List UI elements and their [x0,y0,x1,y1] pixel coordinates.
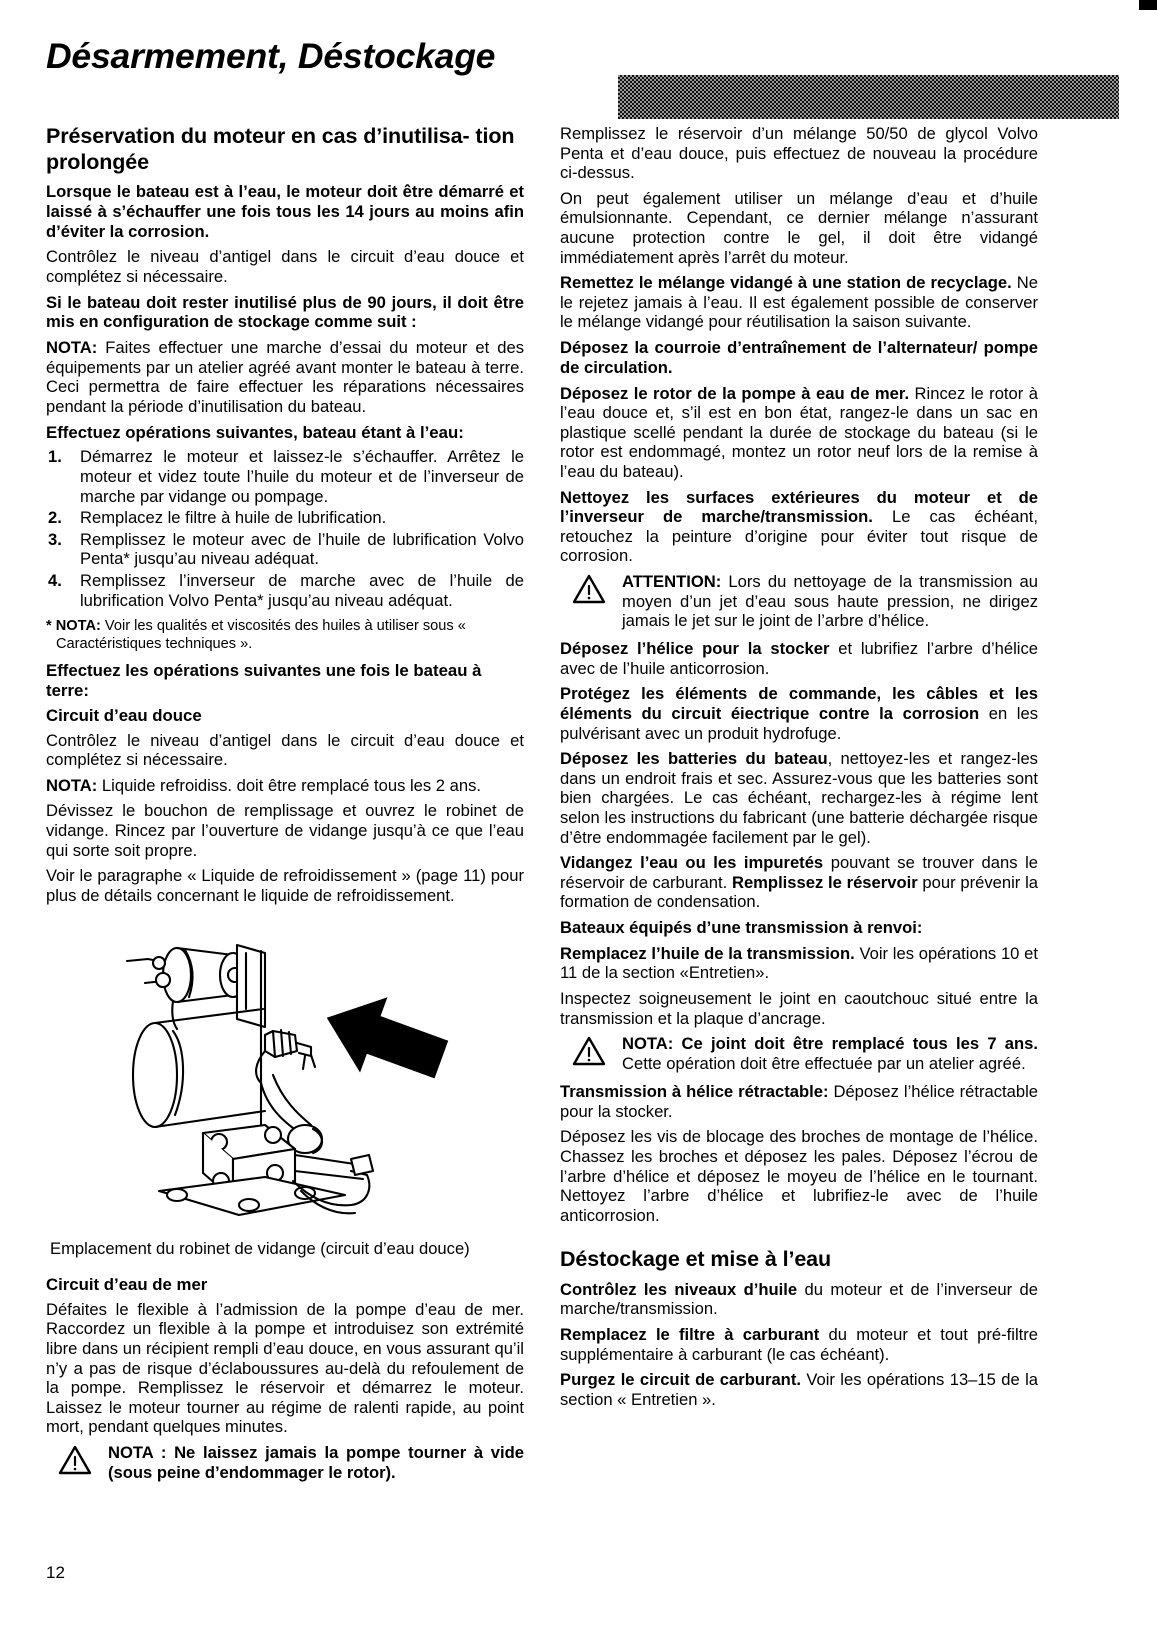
pointer-arrow-icon [313,981,455,1098]
list-item [46,571,524,610]
warning-note-pump-dry [46,1443,524,1483]
folding-prop-lead: Transmission à hélice rétractable: [560,1082,829,1102]
paragraph-glycol-mix: Remplissez le réservoir d’un mélange 50/50 de glycol Volvo Penta et d’eau douce, puis effectuez de nouveau la procédure ci-dessus. [560,124,1038,183]
oil-levels-lead: Contrôlez les niveaux d’huile [560,1279,798,1299]
warning-triangle-icon [572,1036,606,1066]
step-text: Remplacez le filtre à huile de lubrification. [80,508,387,528]
nota-note-text [622,1034,1038,1074]
footnote-text: Voir les qualités et viscosités des huiles à utiliser sous « Caractéristiques techniques ». [56,618,466,652]
nota-label: NOTA: [46,775,98,795]
folding-prop-rest: Déposez l’hélice rétractable pour la stocker. [560,1082,1038,1121]
electrics-rest: en les pulvérisant avec un produit hydrofuge. [560,704,1038,743]
subheading-operations-afloat: Effectuez opérations suivantes, bateau étant à l’eau: [46,422,464,442]
paragraph-storage-condition: Si le bateau doit rester inutilisé plus de 90 jours, il doit être mis en configuration de stockage comme suit : [46,292,524,332]
paragraph-propeller-disassembly: Déposez les vis de blocage des broches de montage de l’hélice. Chassez les broches et déposez les pales. Déposez l’écrou de l’arbre d’hélice et déposez le moyeu de l’hélice en le tournant. Nettoyez l’arbre d’hélice et lubrifiez-le avec de l’huile anticorrosion. [560,1127,1038,1225]
page-number: 12 [46,1563,65,1582]
paragraph-emulsifying-oil: On peut également utiliser un mélange d’eau et d’huile émulsionnante. Cependant, ce dernier mélange n’assurant aucune protection contre le gel, il doit être vidangé immédiatement après l’arrêt du moteur. [560,188,1038,267]
list-item [46,530,524,569]
fuel-end: pour prévenir la formation de condensation. [560,872,1038,912]
paragraph-remove-drive-belt: Déposez la courroie d’entraînement de l’alternateur/ pompe de circulation. [560,337,1038,377]
bleed-rest: Voir les opérations 13–15 de la section « Entretien ». [560,1370,1038,1409]
recycling-lead: Remettez le mélange vidangé à une station de recyclage. [560,273,1012,293]
recycling-rest: Ne le rejetez jamais à l’eau. Il est également possible de conserver le mélange vidangé pour réutilisation la saison suivante. [560,273,1038,332]
section-heading-launching: Déstockage et mise à l’eau [560,1247,832,1272]
footnote-label: * NOTA: [46,618,101,635]
step-text: Remplissez le moteur avec de l’huile de lubrification Volvo Penta* jusqu’au niveau adéquat. [80,529,524,569]
subheading-sea-water-circuit: Circuit d’eau de mer [46,1275,208,1295]
paragraph-replace-fuel-filter [560,1325,1038,1364]
paragraph-check-oil-levels [560,1280,1038,1319]
paragraph-nota-test-run [46,338,524,416]
propeller-lead: Déposez l’hélice pour la stocker [560,639,830,659]
nota-seal-lead: NOTA: Ce joint doit être remplacé tous les 7 ans. [622,1034,1038,1054]
impeller-lead: Déposez le rotor de la pompe à eau de mer. [560,383,910,403]
list-item [46,447,524,506]
paragraph-protect-electrics [560,684,1038,743]
paragraph-freshwater-reference: Voir le paragraphe « Liquide de refroidissement » (page 11) pour plus de détails concernant le liquide de refroidissement. [46,866,524,905]
step-number: 4. [48,570,62,590]
halftone-band-icon [618,75,1119,119]
fuel-lead-2: Remplissez le réservoir [731,872,918,892]
clean-exterior-lead: Nettoyez les surfaces extérieures du moteur et de l’inverseur de marche/transmission. [560,487,1038,527]
warning-note-text: NOTA : Ne laissez jamais la pompe tourner à vide (sous peine d’endommager le rotor). [108,1442,524,1482]
step-number: 1. [48,447,62,467]
warning-triangle-icon [58,1445,92,1475]
nota-label: NOTA: [46,338,98,358]
fuel-filter-lead: Remplacez le filtre à carburant [560,1325,820,1344]
paragraph-bleed-fuel-system [560,1370,1038,1409]
nota-note-seal-replacement [560,1034,1038,1074]
oil-levels-rest: du moteur et de l’inverseur de marche/transmission. [560,1279,1038,1319]
step-number: 3. [48,529,62,549]
clean-exterior-rest: Le cas échéant, retouchez la peinture d’origine pour éviter tout risque de corrosion. [560,507,1038,566]
footnote-oil-grades [46,618,524,653]
bleed-lead: Purgez le circuit de carburant. [560,1370,801,1390]
propeller-rest: et lubrifiez l’arbre d’hélice avec de l’huile anticorrosion. [560,639,1038,678]
paragraph-inspect-rubber-seal: Inspectez soigneusement le joint en caoutchouc situé entre la transmission et la plaque d’ancrage. [560,988,1038,1028]
impeller-rest: Rincez le rotor à l’eau douce et, s’il est en bon état, rangez-le dans un sac en plastique scellé pendant la durée de stockage du bateau (si le rotor est endommagé, montez un rotor neuf lors de la remise à l’eau du bateau). [560,383,1038,481]
steps-list [46,447,524,610]
drive-oil-rest: Voir les opérations 10 et 11 de la section «Entretien». [560,943,1038,983]
list-item [46,508,524,528]
step-number: 2. [48,508,62,528]
engine-drain-cock-diagram [46,923,524,1223]
paragraph-change-drive-oil [560,944,1038,983]
page-title: Désarmement, Déstockage [46,36,496,76]
nota-seal-rest: Cette opération doit être effectuée par un atelier agréé. [622,1053,1026,1073]
paragraph-remove-impeller [560,384,1038,482]
nota-text: Faites effectuer une marche d’essai du moteur et des équipements par un atelier agréé avant monter le bateau à terre. Ceci permettra de faire effectuer les réparations nécessaires pendant la période d’inutilisation du bateau. [46,338,524,416]
right-column [560,124,1038,1409]
warning-triangle-icon [572,574,606,604]
paragraph-seawater-procedure: Défaites le flexible à l’admission de la pompe d’eau de mer. Raccordez un flexible à la pompe et introduisez son extrémité libre dans un récipient rempli d’eau douce, en vous assurant qu’il n’y a pas de risque d’éclaboussures au-delà du refoulement de la pompe. Remplissez le réservoir et démarrez le moteur. Laissez le moteur tourner au régime de ralenti rapide, au point mort, pendant quelques minutes. [46,1299,524,1437]
paragraph-drain-fuel-tank [560,853,1038,912]
nota-text: Liquide refroidiss. doit être remplacé tous les 2 ans. [97,775,482,795]
subheading-sterndrive-boats: Bateaux équipés d’une transmission à renvoi: [560,917,923,937]
batteries-rest: , nettoyez-les et rangez-les dans un endroit frais et sec. Assurez-vous que les batteries sont bien chargées. Le cas échéant, rechargez-les à régime lent selon les instructions du fabricant (une batterie déchargée risque d’être endommagée facilement par le gel). [560,749,1038,847]
corner-registration-mark [1139,0,1157,10]
paragraph-freshwater-drain: Dévissez le bouchon de remplissage et ouvrez le robinet de vidange. Rincez par l’ouverture de vidange jusqu’à ce que l’eau qui sorte soit propre. [46,801,524,860]
step-text: Remplissez l’inverseur de marche avec de l’huile de lubrification Volvo Penta* jusqu’au niveau adéquat. [80,570,524,610]
attention-body: Lors du nettoyage de la transmission au moyen d’un jet d’eau sous haute pression, ne dirigez jamais le jet sur le joint de l’arbre d’hélice. [622,571,1038,631]
fuel-lead: Vidangez l’eau ou les impuretés [560,853,824,873]
attention-note-pressure-wash [560,572,1038,631]
left-column [46,124,524,1491]
subheading-fresh-water-circuit: Circuit d’eau douce [46,705,202,725]
paragraph-freshwater-nota [46,776,524,796]
fuel-mid: pouvant se trouver dans le réservoir de carburant. [560,853,1038,892]
paragraph-recycling-station [560,273,1038,332]
figure-caption: Emplacement du robinet de vidange (circuit d’eau douce) [50,1239,470,1259]
subheading-operations-ashore: Effectuez les opérations suivantes une fois le bateau à terre: [46,661,482,701]
paragraph-folding-propeller [560,1082,1038,1121]
attention-note-text [622,572,1038,631]
drive-oil-lead: Remplacez l’huile de la transmission. [560,943,855,963]
step-text: Démarrez le moteur et laissez-le s’échauffer. Arrêtez le moteur et videz toute l’huile du moteur et de l’inverseur de marche par vidange ou pompage. [80,447,524,506]
fuel-filter-rest: du moteur et tout pré-filtre supplémentaire à carburant (le cas échéant). [560,1325,1038,1364]
electrics-lead: Protégez les éléments de commande, les câbles et les éléments du circuit éiectrique contre la corrosion [560,684,1038,724]
paragraph-remove-batteries [560,749,1038,847]
section-heading-preservation: Préservation du moteur en cas d’inutilisa- tion prolongée [46,124,515,174]
attention-label: ATTENTION: [622,571,722,591]
page-header [46,34,1119,96]
batteries-lead: Déposez les batteries du bateau [560,749,828,769]
paragraph-intro-bold: Lorsque le bateau est à l’eau, le moteur doit être démarré et laissé à s’échauffer une fois tous les 14 jours au moins afin d’éviter la corrosion. [46,182,524,241]
paragraph-intro-body: Contrôlez le niveau d’antigel dans le circuit d’eau douce et complétez si nécessaire. [46,247,524,286]
paragraph-freshwater-antifreeze: Contrôlez le niveau d’antigel dans le circuit d’eau douce et complétez si nécessaire. [46,730,524,770]
paragraph-remove-propeller [560,639,1038,678]
paragraph-clean-exterior [560,488,1038,566]
